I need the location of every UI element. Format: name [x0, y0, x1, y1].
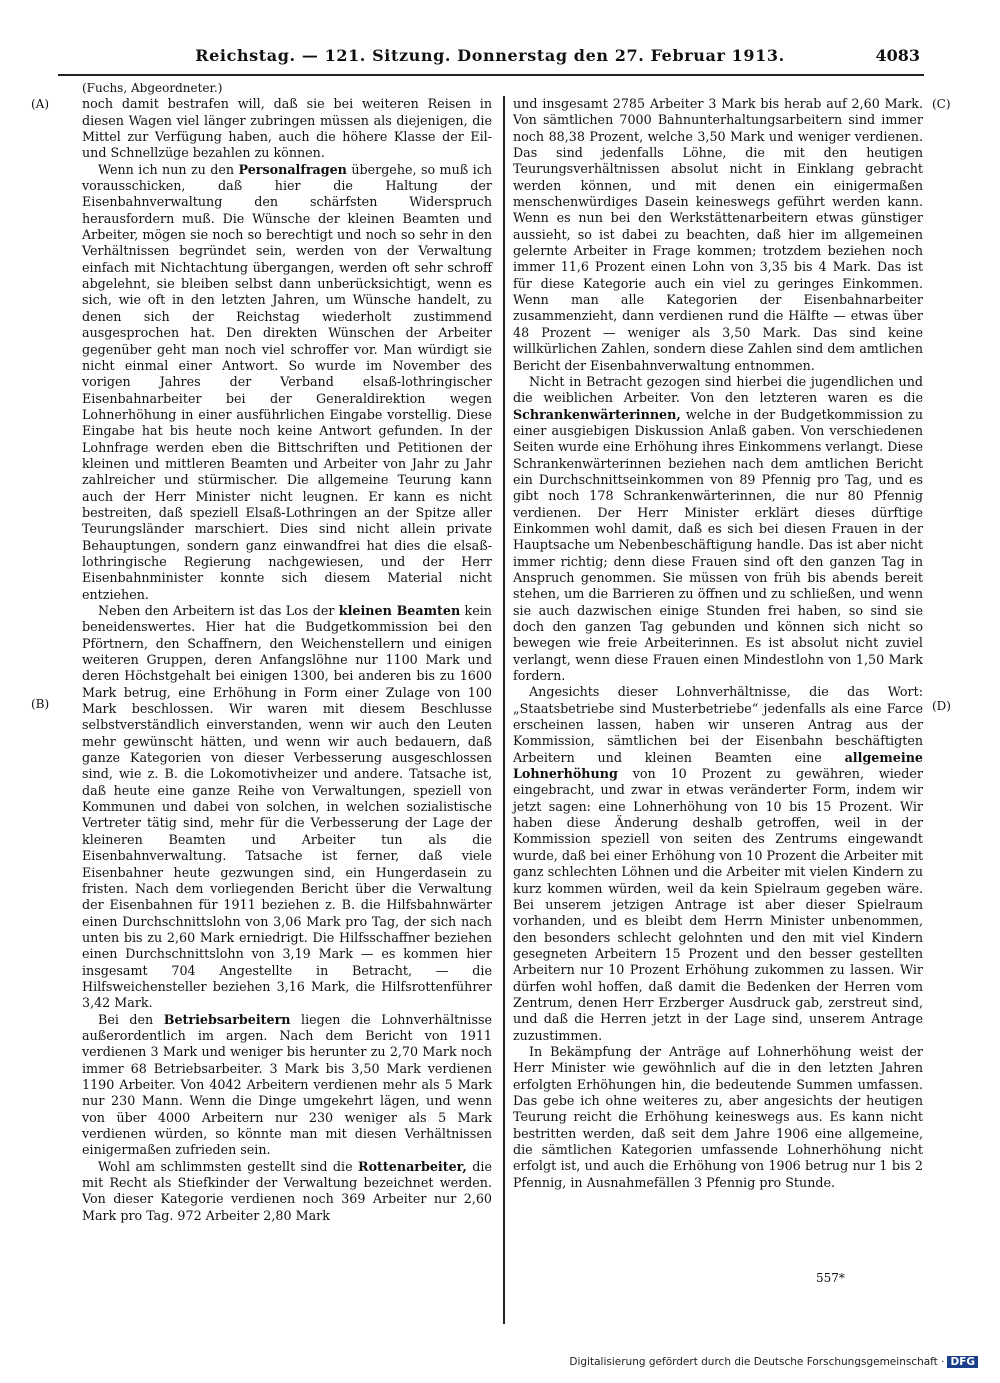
- footer-credit: [569, 1356, 978, 1368]
- running-title: Reichstag. — 121. Sitzung. Donnerstag den 27. Februar 1913.: [195, 46, 785, 65]
- margin-marker-a: (A): [31, 97, 50, 111]
- column-divider: [503, 96, 505, 1324]
- paragraph: Wohl am schlimmsten gestellt sind die Rottenarbeiter, die mit Recht als Stiefkinder der Verwaltung bezeichnet werden. Von dieser Kategorie verdienen noch 369 Arbeiter nur 2,60 Mark pro Tag. 972 Arbeiter 2,80 Mark: [82, 1158, 492, 1223]
- page-header: [60, 46, 920, 70]
- paragraph: Nicht in Betracht gezogen sind hierbei die jugendlichen und die weiblichen Arbeiter. Von den letzteren waren es die Schrankenwärterinnen, welche in der Budgetkommission zu einer ausgiebigen Diskussion Anlaß gaben. Von verschiedenen Seiten wurde eine Erhöhung ihres Einkommens verlangt. Diese Schrankenwärterinnen beziehen nach dem amtlichen Bericht ein Durchschnittseinkommen von 89 Pfennig pro Tag, und es gibt noch 178 Schrankenwärterinnen, die nur 80 Pfennig verdienen. Der Herr Minister erklärt dieses dürftige Einkommen wohl damit, daß es sich bei diesen Frauen in der Hauptsache um Nebenbeschäftigung handle. Das ist aber nicht immer richtig; denn diese Frauen sind oft den ganzen Tag in Anspruch genommen. Sie müssen von früh bis abends bereit stehen, um die Barrieren zu öffnen und zu schließen, und wenn sie auch dazwischen einige Stunden frei haben, so sind sie doch den ganzen Tag gebunden und können sich nicht so bewegen wie freie Arbeiterinnen. Es ist absolut nicht zuviel verlangt, wenn diese Frauen einen Mindestlohn von 1,50 Mark fordern.: [513, 373, 923, 684]
- emphasis: Rottenarbeiter,: [358, 1158, 467, 1174]
- paragraph: und insgesamt 2785 Arbeiter 3 Mark bis herab auf 2,60 Mark. Von sämtlichen 7000 Bahnunterhaltungsarbeitern sind immer noch 88,38 Prozent, welche 3,50 Mark und weniger verdienen. Das sind jedenfalls Löhne, die mit den heutigen Teurungsverhältnissen absolut nicht in Einklang gebracht werden können, und mit denen ein einigermaßen menschenwürdiges Dasein keineswegs geführt werden kann. Wenn es nun bei den Werkstättenarbeitern etwas günstiger aussieht, so ist dabei zu beachten, daß hier im allgemeinen gelernte Arbeiter in Frage kommen; trotzdem beziehen noch immer 11,6 Prozent einen Lohn von 3,35 bis 4 Mark. Das ist für diese Kategorie auch ein viel zu geringes Einkommen. Wenn man alle Kategorien der Eisenbahnarbeiter zusammenzieht, dann verdienen rund die Hälfte — etwas über 48 Prozent — weniger als 3,50 Mark. Das sind keine willkürlichen Zahlen, sondern diese Zahlen sind dem amtlichen Bericht der Eisenbahnverwaltung entnommen.: [513, 96, 923, 373]
- emphasis: Betriebsarbeitern: [163, 1011, 291, 1027]
- emphasis: allgemeine Lohnerhöhung: [513, 749, 923, 782]
- speaker-note: (Fuchs, Abgeordneter.): [82, 81, 223, 95]
- paragraph: Bei den Betriebsarbeitern liegen die Lohnverhältnisse außerordentlich im argen. Nach dem Bericht von 1911 verdienen 3 Mark und weniger bis herunter zu 2,70 Mark noch immer 68 Betriebsarbeiter. 3 Mark bis 3,50 Mark verdienen 1190 Arbeiter. Von 4042 Arbeitern verdienen mehr als 5 Mark nur 230 Mann. Wenn die Dinge umgekehrt lägen, und wenn von über 4000 Arbeitern nur 230 weniger als 5 Mark verdienen würden, so könnte man mit diesen Verhältnissen einigermaßen zufrieden sein.: [82, 1011, 492, 1158]
- paragraph: In Bekämpfung der Anträge auf Lohnerhöhung weist der Herr Minister wie gewöhnlich auf die in den letzten Jahren erfolgten Erhöhungen hin, die bedeutende Summen umfassen. Das gebe ich ohne weiteres zu, aber angesichts der heutigen Teurung reicht die Erhöhung keineswegs aus. Es kann nicht bestritten werden, daß seit dem Jahre 1906 eine allgemeine, die sämtlichen Kategorien umfassende Lohnerhöhung nicht erfolgt ist, und auch die Erhöhung von 1906 betrug nur 1 bis 2 Pfennig, in Ausnahmefällen 3 Pfennig pro Stunde.: [513, 1043, 923, 1190]
- emphasis: Schrankenwärterinnen,: [513, 406, 681, 422]
- page-number: 4083: [875, 46, 920, 65]
- paragraph: Neben den Arbeitern ist das Los der kleinen Beamten kein beneidenswertes. Hier hat die Budgetkommission bei den Pförtnern, den Schaffnern, den Weichenstellern und einigen weiteren Gruppen, deren Anfangslöhne nur 1100 Mark und deren Höchstgehalt bei einigen 1300, bei anderen bis zu 1600 Mark betrug, eine Erhöhung in Form einer Zulage von 100 Mark beschlossen. Wir waren mit diesem Beschlusse selbstverständlich einverstanden, wenn wir auch den Leuten mehr gewünscht hätten, und wenn wir auch bedauern, daß ganze Kategorien von dieser Verbesserung ausgeschlossen sind, wie z. B. die Lokomotivheizer und andere. Tatsache ist, daß heute eine ganze Reihe von Verwaltungen, speziell von Kommunen und dabei von solchen, in welchen sozialistische Vertreter tätig sind, mehr für die Verbesserung der Lage der kleineren Beamten und Arbeiter tun als die Eisenbahnverwaltung. Tatsache ist ferner, daß viele Eisenbahner heute gezwungen sind, ein Hungerdasein zu fristen. Nach dem vorliegenden Bericht über die Verwaltung der Eisenbahnen für 1911 beziehen z. B. die Hilfsbahnwärter einen Durchschnittslohn von 3,06 Mark pro Tag, der sich nach unten bis zu 2,60 Mark erniedrigt. Die Hilfsschaffner beziehen einen Durchschnittslohn von 3,19 Mark — es kommen hier insgesamt 704 Angestellte in Betracht, — die Hilfsweichensteller beziehen 3,16 Mark, die Hilfsrottenführer 3,42 Mark.: [82, 603, 492, 1011]
- paragraph: Wenn ich nun zu den Personalfragen übergehe, so muß ich vorausschicken, daß hier die Haltung der Eisenbahnverwaltung den schärfsten Widerspruch herausfordern muß. Die Wünsche der kleinen Beamten und Arbeiter, mögen sie noch so berechtigt und noch so sehr in den Verhältnissen begründet sein, werden von der Verwaltung einfach mit Nichtachtung übergangen, werden oft sehr schroff abgelehnt, sie bleiben selbst dann unberücksichtigt, wenn es sich, wie oft in den letzten Jahren, um Wünsche handelt, zu denen sich der Reichstag wiederholt zustimmend ausgesprochen hat. Den direkten Wünschen der Arbeiter gegenüber geht man noch viel schroffer vor. Man würdigt sie nicht einmal einer Antwort. So wurde im November des vorigen Jahres der Verband elsaß-lothringischer Eisenbahnarbeiter bei der Generaldirektion wegen Lohnerhöhung in einer ausführlichen Eingabe vorstellig. Diese Eingabe hat bis heute noch keine Antwort gefunden. In der Lohnfrage werden eben die Bittschriften und Petitionen der kleinen und mittleren Beamten und Arbeiter von Jahr zu Jahr zahlreicher und stürmischer. Die allgemeine Teurung kann auch der Herr Minister nicht leugnen. Er kann es nicht bestreiten, daß speziell Elsaß-Lothringen an der Spitze aller Teurungsländer marschiert. Dies sind nicht allein private Behauptungen, sondern ganz einwandfrei hat dies die elsaß-lothringische Regierung nachgewiesen, und der Herr Eisenbahnminister konnte sich diesem Material nicht entziehen.: [82, 161, 492, 602]
- emphasis: Personalfragen: [238, 161, 347, 177]
- emphasis: kleinen Beamten: [338, 603, 461, 618]
- margin-marker-c: (C): [932, 97, 951, 111]
- margin-marker-b: (B): [31, 697, 50, 711]
- header-rule: [58, 74, 924, 76]
- footer-text: Digitalisierung gefördert durch die Deutsche Forschungsgemeinschaft ·: [569, 1356, 945, 1368]
- signature-stamp: 557*: [816, 1271, 845, 1285]
- left-column: [82, 80, 492, 1224]
- right-column: [513, 96, 923, 1191]
- paragraph: noch damit bestrafen will, daß sie bei weiteren Reisen in diesen Wagen viel länger zubringen müssen als diejenigen, die Mittel zur Verfügung haben, auch die höhere Klasse der Eil- und Schnellzüge bezahlen zu können.: [82, 96, 492, 161]
- paragraph: Angesichts dieser Lohnverhältnisse, die das Wort: „Staatsbetriebe sind Musterbetriebe“ jedenfalls als eine Farce erscheinen lassen, haben wir unseren Antrag aus der Kommission, sämtlichen bei der Eisenbahn beschäftigten Arbeitern und kleinen Beamten eine allgemeine Lohnerhöhung von 10 Prozent zu gewähren, wieder eingebracht, und zwar in etwas veränderter Form, indem wir jetzt sagen: eine Lohnerhöhung von 10 bis 15 Prozent. Wir haben diese Änderung deshalb getroffen, weil in der Kommission speziell von seiten des Zentrums eingewandt wurde, daß bei einer Erhöhung von 10 Prozent die Arbeiter mit ganz schlechten Löhnen und die Arbeiter mit vielen Kindern zu kurz kommen würden, weil da kein Spielraum gegeben wäre. Bei unserem jetzigen Antrage ist aber dieser Spielraum vorhanden, und es bleibt dem Herrn Minister unbenommen, den besonders schlecht gelohnten und den mit viel Kindern gesegneten Arbeitern 15 Prozent und den besser gestellten Arbeitern nur 10 Prozent Erhöhung zukommen zu lassen. Wir dürfen wohl hoffen, daß damit die Bedenken der Herren vom Zentrum, denen Herr Erzberger Ausdruck gab, zerstreut sind, und daß die Herren jetzt in der Lage sind, unserem Antrage zuzustimmen.: [513, 684, 923, 1043]
- margin-marker-d: (D): [932, 699, 951, 713]
- dfg-logo: DFG: [947, 1356, 978, 1368]
